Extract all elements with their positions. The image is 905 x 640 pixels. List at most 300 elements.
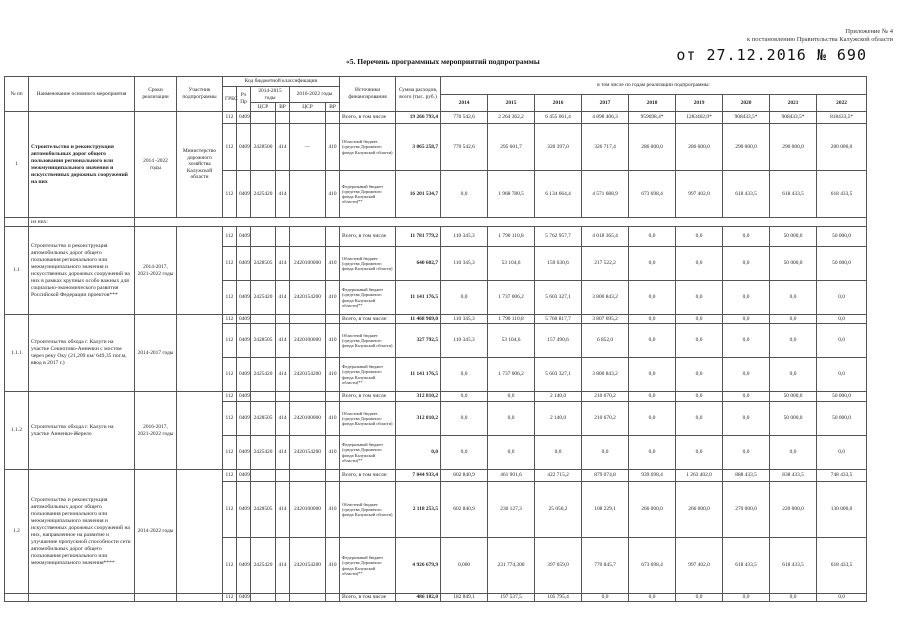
csr-code-a (251, 112, 276, 124)
total-sum: 11 141 176,5 (396, 281, 441, 315)
year-value: 618 433,5 (770, 171, 817, 218)
rzpr-code: 0409 (237, 247, 251, 281)
total-sum: 312 810,2 (396, 392, 441, 402)
funding-source: Федеральный бюджет (средства Дорожного фонда Калужской области)** (340, 538, 396, 594)
vr-code-b (326, 315, 340, 324)
vr-code-a (276, 594, 290, 602)
implementation-terms: 2016-2017, 2021-2022 годы (135, 392, 177, 470)
year-value: 0,0 (723, 402, 770, 436)
year-value: 618 433,5 (817, 171, 867, 218)
section-filler (135, 218, 867, 227)
rzpr-code: 0409 (237, 281, 251, 315)
rzpr-code: 0409 (237, 482, 251, 538)
total-sum: 486 182,0 (396, 594, 441, 602)
funding-source: Областной бюджет (средства Дорожного фонда Калужской области) (340, 402, 396, 436)
year-value: 0,0 (676, 247, 723, 281)
year-value: 0,0 (629, 392, 676, 402)
year-value: 130 000,0 (817, 482, 867, 538)
year-value: 5 603 327,1 (535, 281, 582, 315)
year-value: 618 433,5 (770, 538, 817, 594)
grbs-code: 112 (223, 470, 237, 482)
year-value: 1 790 110,8 (488, 227, 535, 247)
year-value: 0,0 (770, 358, 817, 392)
year-value: 0,0 (582, 594, 629, 602)
funding-source: Федеральный бюджет (средства Дорожного фонда Калужской области)** (340, 436, 396, 470)
year-value: 266 000,0 (676, 482, 723, 538)
rzpr-code: 0409 (237, 112, 251, 124)
year-value: 4 898 406,3 (582, 112, 629, 124)
year-value: 50 000,0 (817, 227, 867, 247)
year-value: 6 455 061,4 (535, 112, 582, 124)
funding-source: Всего, в том числе (340, 594, 396, 602)
grbs-code: 112 (223, 538, 237, 594)
section-row (5, 218, 867, 227)
rzpr-code: 0409 (237, 324, 251, 358)
csr-code-b (290, 112, 326, 124)
measure-name: Строительство обхода г. Калуги на участке Секиотово-Анненки с мостом через реку Оку (21,209 км/ 649,35 пог.м, ввод в 2017 г.) (29, 315, 135, 392)
implementation-terms: 2014-2017 годы (135, 315, 177, 392)
year-value: 53 104,6 (488, 247, 535, 281)
row-number (5, 594, 29, 602)
vr-code-b (326, 470, 340, 482)
year-value: 908433,5* (723, 112, 770, 124)
year-value: 0,0 (676, 436, 723, 470)
vr-code-b: 410 (326, 402, 340, 436)
table-row (5, 594, 867, 602)
vr-code-a (276, 227, 290, 247)
year-value: 5 762 957,7 (535, 227, 582, 247)
year-value: 0,0 (582, 436, 629, 470)
rzpr-code: 0409 (237, 171, 251, 218)
year-header: 2017 (582, 95, 629, 112)
row-number (5, 218, 29, 227)
year-value: 602 840,9 (441, 482, 488, 538)
rzpr-code: 0409 (237, 402, 251, 436)
funding-source: Всего, в том числе: (340, 470, 396, 482)
year-value: 0,0 (723, 392, 770, 402)
year-value: 295 601,7 (488, 124, 535, 171)
year-value: 618 433,5 (723, 171, 770, 218)
grbs-code: 112 (223, 594, 237, 602)
year-value: 4 571 688,9 (582, 171, 629, 218)
year-value: 50 000,0 (770, 247, 817, 281)
rzpr-code: 0409 (237, 436, 251, 470)
year-header: 2018 (629, 95, 676, 112)
row-number: 1.1 (5, 227, 29, 315)
funding-source: Областной бюджет (средства Дорожного фонда Калужской области) (340, 482, 396, 538)
year-value: 997 402,0 (676, 171, 723, 218)
csr-code-a: 2425420 (251, 538, 276, 594)
csr-code-b (290, 594, 326, 602)
appendix-reference: к постановлению Правительства Калужской области (747, 36, 893, 43)
csr-code-a: 2428500 (251, 124, 276, 171)
year-value: 0,0 (676, 324, 723, 358)
year-header: 2020 (723, 95, 770, 112)
participant (177, 470, 223, 594)
year-value: 266 000,0 (629, 482, 676, 538)
vr-code-b: 410 (326, 358, 340, 392)
vr-code-a: 414 (276, 402, 290, 436)
year-value: 0,0 (770, 436, 817, 470)
year-value: 838 433,5 (770, 470, 817, 482)
csr-code-b (290, 470, 326, 482)
csr-header-a: ЦСР (251, 103, 276, 112)
total-sum: 11 781 779,2 (396, 227, 441, 247)
year-value: 290 000,0 (770, 124, 817, 171)
csr-code-a (251, 392, 276, 402)
year-header: 2015 (488, 95, 535, 112)
total-sum: 19 266 793,4 (396, 112, 441, 124)
year-value: 50 000,0 (817, 247, 867, 281)
year-value: 0,0 (629, 227, 676, 247)
csr-code-b: 2420100000 (290, 482, 326, 538)
year-value: 2 264 362,2 (488, 112, 535, 124)
vr-code-b (326, 227, 340, 247)
year-value: 0,0 (770, 315, 817, 324)
year-value: 217 522,2 (582, 247, 629, 281)
year-value: 286 000,0 (676, 124, 723, 171)
row-number: 1.1.2 (5, 392, 29, 470)
vr-code-a (276, 112, 290, 124)
year-value: 0,0 (441, 436, 488, 470)
funding-source: Областной бюджет (средства Дорожного фонда Калужской области) (340, 124, 396, 171)
year-value: 1 968 780,5 (488, 171, 535, 218)
year-value: 0,0 (723, 436, 770, 470)
year-value: 182 849,1 (441, 594, 488, 602)
vr-code-a (276, 470, 290, 482)
table-row (5, 315, 867, 324)
year-value: 0,0 (723, 324, 770, 358)
table-row (5, 392, 867, 402)
csr-code-a: 2425420 (251, 281, 276, 315)
by-years-header: в том числе по годам реализации подпрограммы: (441, 77, 867, 95)
year-value: 422 715,2 (535, 470, 582, 482)
grbs-code: 112 (223, 247, 237, 281)
vr-code-a: 414 (276, 124, 290, 171)
section-title: «5. Перечень программных мероприятий подпрограммы (346, 57, 540, 66)
total-sum: 7 044 933,4 (396, 470, 441, 482)
participant (177, 315, 223, 392)
appendix-number: Приложение № 4 (845, 28, 893, 35)
row-number: 1.2 (5, 470, 29, 594)
csr-code-b: 2420154200 (290, 358, 326, 392)
col-rzpr-header: Рз Пр (237, 87, 251, 112)
measure-name: Строительство и реконструкция автомобильных дорог общего пользования регионального или межмуниципального значения и искусственных дорожных сооружений на них, направленное на развитие и улучшение пропускной способности сети автомобильных дорог общего пользования регионального или межмуниципального значения**** (29, 470, 135, 594)
year-value: 110 345,3 (441, 247, 488, 281)
year-value: 673 698,4 (629, 171, 676, 218)
csr-header-b: ЦСР (290, 103, 326, 112)
year-value: 0,0 (676, 594, 723, 602)
year-value: 0,0 (723, 358, 770, 392)
grbs-code: 112 (223, 358, 237, 392)
rzpr-code: 0409 (237, 594, 251, 602)
period-2016-2022-header: 2016-2022 годы (290, 87, 340, 103)
funding-source: Всего, в том числе: (340, 315, 396, 324)
year-value: 0,0 (441, 358, 488, 392)
year-value: 0,000 (441, 538, 488, 594)
csr-code-b: 2420154200 (290, 281, 326, 315)
year-value: 770 542,6 (441, 124, 488, 171)
col-num-header: № пп (5, 77, 29, 112)
funding-source: Областной бюджет (средства Дорожного фонда Калужской области) (340, 247, 396, 281)
csr-code-b: 2420100000 (290, 402, 326, 436)
funding-source: Всего, в том числе (340, 227, 396, 247)
csr-code-b (290, 171, 326, 218)
col-sources-header: Источники финансирования (340, 77, 396, 112)
year-value: 0,0 (676, 392, 723, 402)
csr-code-b: 2420100000 (290, 247, 326, 281)
csr-code-b: — (290, 124, 326, 171)
participant: Министерство дорожного хозяйства Калужской области (177, 112, 223, 218)
budget-code-header: Код бюджетной классификации (223, 77, 340, 87)
year-header: 2016 (535, 95, 582, 112)
year-value: 3 807 695,2 (582, 315, 629, 324)
year-value: 0,0 (488, 436, 535, 470)
grbs-code: 112 (223, 124, 237, 171)
year-value: 0,0 (629, 594, 676, 602)
year-value: 231 774,300 (488, 538, 535, 594)
year-value: 0,0 (676, 227, 723, 247)
year-value: 0,0 (817, 436, 867, 470)
year-value: 0,0 (817, 315, 867, 324)
year-value: 0,0 (723, 281, 770, 315)
vr-code-b: 410 (326, 538, 340, 594)
measure-name (29, 594, 135, 602)
year-value: 0,0 (441, 281, 488, 315)
grbs-code: 112 (223, 324, 237, 358)
vr-code-b (326, 112, 340, 124)
year-value: 1283402,0* (676, 112, 723, 124)
vr-code-a: 414 (276, 436, 290, 470)
year-value: 50 000,0 (770, 402, 817, 436)
year-value: 0,0 (676, 402, 723, 436)
total-sum: 16 201 534,7 (396, 171, 441, 218)
total-sum: 11 468 969,0 (396, 315, 441, 324)
year-value: 157 490,6 (535, 324, 582, 358)
year-value: 748 433,5 (817, 470, 867, 482)
year-value: 197 537,5 (488, 594, 535, 602)
funding-source: Федеральный бюджет (средства Дорожного фонда Калужской области)** (340, 171, 396, 218)
grbs-code: 112 (223, 281, 237, 315)
year-value: 0,0 (817, 594, 867, 602)
year-value: 879 074,8 (582, 470, 629, 482)
year-value: 0,0 (488, 392, 535, 402)
year-value: 618 433,5 (723, 538, 770, 594)
grbs-code: 112 (223, 436, 237, 470)
rzpr-code: 0409 (237, 227, 251, 247)
year-value: 0,0 (817, 281, 867, 315)
csr-code-a: 2425420 (251, 171, 276, 218)
year-value: 110 345,3 (441, 315, 488, 324)
year-value: 286 000,0 (629, 124, 676, 171)
year-value: 110 345,3 (441, 324, 488, 358)
total-sum: 3 065 258,7 (396, 124, 441, 171)
year-value: 0,0 (441, 392, 488, 402)
funding-source: Всего, в том числе (340, 392, 396, 402)
year-value: 0,0 (723, 247, 770, 281)
year-value: 159 630,6 (535, 247, 582, 281)
year-header: 2014 (441, 95, 488, 112)
year-value: 0,0 (817, 358, 867, 392)
year-value: 2 140,0 (535, 392, 582, 402)
year-value: 0,0 (629, 358, 676, 392)
total-sum: 4 926 679,9 (396, 538, 441, 594)
vr-code-a: 414 (276, 247, 290, 281)
year-value: 0,0 (629, 315, 676, 324)
grbs-code: 112 (223, 171, 237, 218)
implementation-terms: 2014-2022 годы (135, 470, 177, 594)
vr-code-a (276, 392, 290, 402)
year-value: 0,0 (629, 436, 676, 470)
year-value: 1 263 402,0 (676, 470, 723, 482)
year-value: 5 603 327,1 (535, 358, 582, 392)
year-value: 326 717,4 (582, 124, 629, 171)
vr-code-b: 410 (326, 436, 340, 470)
vr-code-a: 414 (276, 538, 290, 594)
vr-code-a (276, 315, 290, 324)
year-header: 2021 (770, 95, 817, 112)
rzpr-code: 0409 (237, 124, 251, 171)
csr-code-a: 2428505 (251, 247, 276, 281)
total-sum: 327 792,5 (396, 324, 441, 358)
year-value: 108 229,1 (582, 482, 629, 538)
grbs-code: 112 (223, 112, 237, 124)
vr-code-b: 410 (326, 171, 340, 218)
rzpr-code: 0409 (237, 538, 251, 594)
year-value: 0,0 (441, 171, 488, 218)
year-value: 0,0 (676, 315, 723, 324)
year-value: 50 000,0 (817, 402, 867, 436)
csr-code-a: 2428505 (251, 402, 276, 436)
col-sum-header: Сумма расходов, всего (тыс. руб.) (396, 77, 441, 112)
vr-code-a: 414 (276, 281, 290, 315)
program-measures-table (4, 76, 867, 602)
year-value: 0,0 (817, 324, 867, 358)
year-value: 770 542,6 (441, 112, 488, 124)
year-value: 0,0 (441, 402, 488, 436)
year-value: 290 000,0 (723, 124, 770, 171)
csr-code-a: 2428505 (251, 482, 276, 538)
row-number: 1.1.1 (5, 315, 29, 392)
total-sum: 640 602,7 (396, 247, 441, 281)
year-value: 673 698,4 (629, 538, 676, 594)
year-value: 618 433,5 (817, 538, 867, 594)
year-value: 4 018 365,4 (582, 227, 629, 247)
implementation-terms (135, 594, 177, 602)
year-value: 50 000,0 (817, 392, 867, 402)
year-value: 220 000,0 (770, 482, 817, 538)
year-value: 1 737 006,2 (488, 281, 535, 315)
year-value: 818433,5* (817, 112, 867, 124)
grbs-code: 112 (223, 315, 237, 324)
participant (177, 594, 223, 602)
vr-code-a: 414 (276, 358, 290, 392)
year-value: 53 104,6 (488, 324, 535, 358)
measure-name: Строительство и реконструкция автомобильных дорог общего пользования регионального или межмуниципального значения и искусственных дорожных сооружений на них в рамках крупных особо важных для социально-экономического развития Российской Федерации проектов*** (29, 227, 135, 315)
year-value: 210 670,2 (582, 392, 629, 402)
year-value: 888 433,5 (723, 470, 770, 482)
year-header: 2022 (817, 95, 867, 112)
year-value: 0,0 (770, 281, 817, 315)
year-value: 0,0 (535, 436, 582, 470)
vr-code-b (326, 392, 340, 402)
year-value: 320 397,0 (535, 124, 582, 171)
year-value: 0,0 (770, 324, 817, 358)
year-value: 270 000,0 (723, 482, 770, 538)
year-value: 0,0 (676, 281, 723, 315)
col-terms-header: Сроки реализации (135, 77, 177, 112)
row-section-label: из них: (29, 218, 135, 227)
year-value: 50 000,0 (770, 392, 817, 402)
year-value: 5 760 817,7 (535, 315, 582, 324)
year-value: 0,0 (676, 358, 723, 392)
csr-code-b (290, 315, 326, 324)
year-value: 0,0 (770, 594, 817, 602)
csr-code-a: 2428505 (251, 324, 276, 358)
year-value: 2 140,0 (535, 402, 582, 436)
year-value: 6 134 664,4 (535, 171, 582, 218)
csr-code-a (251, 227, 276, 247)
vr-code-b: 410 (326, 324, 340, 358)
year-value: 230 127,3 (488, 482, 535, 538)
table-row (5, 112, 867, 124)
year-value: 0,0 (629, 247, 676, 281)
year-value: 0,0 (723, 315, 770, 324)
year-value: 210 670,2 (582, 402, 629, 436)
grbs-code: 112 (223, 482, 237, 538)
year-value: 3 800 843,2 (582, 281, 629, 315)
year-value: 200 000,0 (817, 124, 867, 171)
year-value: 461 901,6 (488, 470, 535, 482)
participant (177, 227, 223, 315)
vr-code-a: 414 (276, 171, 290, 218)
year-value: 25 056,2 (535, 482, 582, 538)
year-value: 0,0 (629, 402, 676, 436)
year-value: 0,0 (629, 324, 676, 358)
csr-code-b: 2420154200 (290, 436, 326, 470)
year-value: 105 795,4 (535, 594, 582, 602)
col-name-header: Наименование основного мероприятия (29, 77, 135, 112)
funding-source: Областной бюджет (средства Дорожного фонда Калужской области) (340, 324, 396, 358)
vr-code-a: 414 (276, 324, 290, 358)
table-row (5, 227, 867, 247)
vr-code-b: 410 (326, 482, 340, 538)
year-value: 6 852,0 (582, 324, 629, 358)
year-value: 0,0 (629, 281, 676, 315)
year-value: 959698,4* (629, 112, 676, 124)
appendix-note (747, 28, 893, 44)
year-value: 50 000,0 (770, 227, 817, 247)
rzpr-code: 0409 (237, 392, 251, 402)
year-value: 602 840,9 (441, 470, 488, 482)
year-value: 110 345,3 (441, 227, 488, 247)
total-sum: 312 810,2 (396, 402, 441, 436)
year-header: 2019 (676, 95, 723, 112)
implementation-terms: 2014 -2022 годы (135, 112, 177, 218)
year-value: 939 698,4 (629, 470, 676, 482)
implementation-terms: 2014-2017, 2021-2022 годы (135, 227, 177, 315)
total-sum: 2 118 253,5 (396, 482, 441, 538)
year-value: 1 737 006,2 (488, 358, 535, 392)
year-value: 908433,5* (770, 112, 817, 124)
measure-name: Строительство обхода г. Калуги на участке Анненки-Жерело (29, 392, 135, 470)
vr-code-b: 410 (326, 247, 340, 281)
csr-code-a: 2425420 (251, 436, 276, 470)
year-value: 1 790 110,8 (488, 315, 535, 324)
year-value: 397 659,0 (535, 538, 582, 594)
total-sum: 0,0 (396, 436, 441, 470)
vr-code-b: 410 (326, 281, 340, 315)
